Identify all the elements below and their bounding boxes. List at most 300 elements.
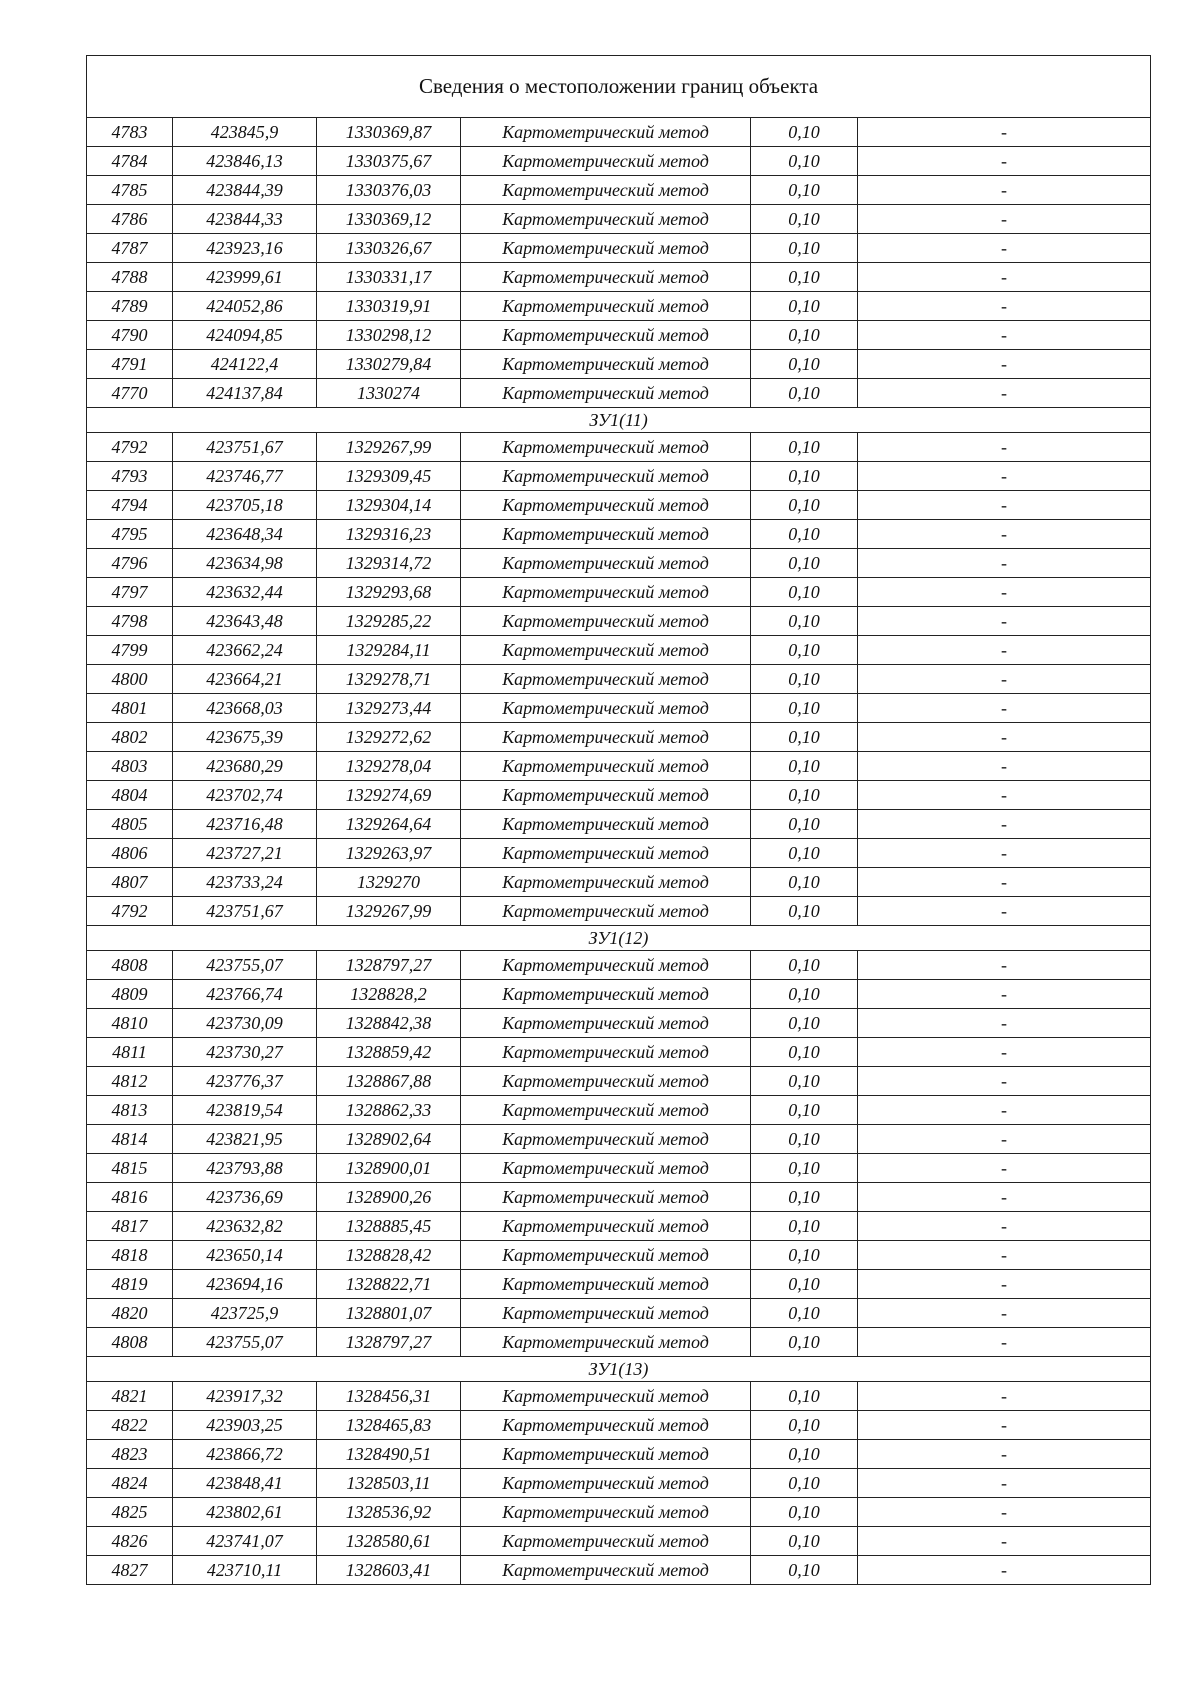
accuracy-cell: 0,10 <box>751 1009 858 1038</box>
method-cell: Картометрический метод <box>461 549 751 578</box>
y-coordinate-cell: 1328456,31 <box>317 1382 461 1411</box>
table-row <box>87 636 1151 665</box>
table-row <box>87 491 1151 520</box>
accuracy-cell: 0,10 <box>751 176 858 205</box>
table-row <box>87 520 1151 549</box>
x-coordinate-cell: 424094,85 <box>173 321 317 350</box>
x-coordinate-cell: 423727,21 <box>173 839 317 868</box>
x-coordinate-cell: 423755,07 <box>173 1328 317 1357</box>
accuracy-cell: 0,10 <box>751 1527 858 1556</box>
description-cell: - <box>858 205 1151 234</box>
point-number-cell: 4825 <box>87 1498 173 1527</box>
method-cell: Картометрический метод <box>461 723 751 752</box>
y-coordinate-cell: 1328580,61 <box>317 1527 461 1556</box>
point-number-cell: 4823 <box>87 1440 173 1469</box>
point-number-cell: 4816 <box>87 1183 173 1212</box>
description-cell: - <box>858 1469 1151 1498</box>
x-coordinate-cell: 423793,88 <box>173 1154 317 1183</box>
description-cell: - <box>858 321 1151 350</box>
method-cell: Картометрический метод <box>461 578 751 607</box>
point-number-cell: 4788 <box>87 263 173 292</box>
point-number-cell: 4814 <box>87 1125 173 1154</box>
accuracy-cell: 0,10 <box>751 147 858 176</box>
point-number-cell: 4796 <box>87 549 173 578</box>
y-coordinate-cell: 1330326,67 <box>317 234 461 263</box>
description-cell: - <box>858 839 1151 868</box>
description-cell: - <box>858 1009 1151 1038</box>
method-cell: Картометрический метод <box>461 1498 751 1527</box>
description-cell: - <box>858 752 1151 781</box>
y-coordinate-cell: 1329278,04 <box>317 752 461 781</box>
point-number-cell: 4790 <box>87 321 173 350</box>
method-cell: Картометрический метод <box>461 752 751 781</box>
y-coordinate-cell: 1330375,67 <box>317 147 461 176</box>
accuracy-cell: 0,10 <box>751 1556 858 1585</box>
table-row <box>87 1009 1151 1038</box>
table-row <box>87 1038 1151 1067</box>
method-cell: Картометрический метод <box>461 462 751 491</box>
table-row <box>87 1096 1151 1125</box>
table-row <box>87 1212 1151 1241</box>
description-cell: - <box>858 1270 1151 1299</box>
point-number-cell: 4809 <box>87 980 173 1009</box>
table-row <box>87 379 1151 408</box>
description-cell: - <box>858 1038 1151 1067</box>
point-number-cell: 4806 <box>87 839 173 868</box>
accuracy-cell: 0,10 <box>751 491 858 520</box>
y-coordinate-cell: 1328490,51 <box>317 1440 461 1469</box>
accuracy-cell: 0,10 <box>751 1469 858 1498</box>
table-body <box>87 56 1151 1585</box>
table-row <box>87 1469 1151 1498</box>
y-coordinate-cell: 1330279,84 <box>317 350 461 379</box>
method-cell: Картометрический метод <box>461 607 751 636</box>
description-cell: - <box>858 1154 1151 1183</box>
point-number-cell: 4784 <box>87 147 173 176</box>
y-coordinate-cell: 1329273,44 <box>317 694 461 723</box>
description-cell: - <box>858 1411 1151 1440</box>
description-cell: - <box>858 1241 1151 1270</box>
x-coordinate-cell: 423710,11 <box>173 1556 317 1585</box>
point-number-cell: 4810 <box>87 1009 173 1038</box>
description-cell: - <box>858 1096 1151 1125</box>
description-cell: - <box>858 147 1151 176</box>
x-coordinate-cell: 423846,13 <box>173 147 317 176</box>
point-number-cell: 4815 <box>87 1154 173 1183</box>
method-cell: Картометрический метод <box>461 1212 751 1241</box>
table-row <box>87 1382 1151 1411</box>
accuracy-cell: 0,10 <box>751 752 858 781</box>
x-coordinate-cell: 423848,41 <box>173 1469 317 1498</box>
accuracy-cell: 0,10 <box>751 549 858 578</box>
method-cell: Картометрический метод <box>461 1096 751 1125</box>
description-cell: - <box>858 636 1151 665</box>
accuracy-cell: 0,10 <box>751 868 858 897</box>
method-cell: Картометрический метод <box>461 205 751 234</box>
accuracy-cell: 0,10 <box>751 263 858 292</box>
method-cell: Картометрический метод <box>461 263 751 292</box>
table-row <box>87 868 1151 897</box>
y-coordinate-cell: 1330369,87 <box>317 118 461 147</box>
y-coordinate-cell: 1328900,26 <box>317 1183 461 1212</box>
x-coordinate-cell: 423819,54 <box>173 1096 317 1125</box>
x-coordinate-cell: 423917,32 <box>173 1382 317 1411</box>
y-coordinate-cell: 1328862,33 <box>317 1096 461 1125</box>
x-coordinate-cell: 423662,24 <box>173 636 317 665</box>
y-coordinate-cell: 1329285,22 <box>317 607 461 636</box>
table-row <box>87 205 1151 234</box>
point-number-cell: 4818 <box>87 1241 173 1270</box>
point-number-cell: 4793 <box>87 462 173 491</box>
method-cell: Картометрический метод <box>461 234 751 263</box>
accuracy-cell: 0,10 <box>751 379 858 408</box>
table-row <box>87 1067 1151 1096</box>
description-cell: - <box>858 1556 1151 1585</box>
point-number-cell: 4786 <box>87 205 173 234</box>
x-coordinate-cell: 423802,61 <box>173 1498 317 1527</box>
y-coordinate-cell: 1328603,41 <box>317 1556 461 1585</box>
method-cell: Картометрический метод <box>461 839 751 868</box>
table-row <box>87 723 1151 752</box>
section-header-row <box>87 926 1151 951</box>
description-cell: - <box>858 433 1151 462</box>
accuracy-cell: 0,10 <box>751 781 858 810</box>
accuracy-cell: 0,10 <box>751 1411 858 1440</box>
table-row <box>87 292 1151 321</box>
y-coordinate-cell: 1330298,12 <box>317 321 461 350</box>
description-cell: - <box>858 292 1151 321</box>
accuracy-cell: 0,10 <box>751 1382 858 1411</box>
method-cell: Картометрический метод <box>461 868 751 897</box>
accuracy-cell: 0,10 <box>751 1038 858 1067</box>
description-cell: - <box>858 951 1151 980</box>
method-cell: Картометрический метод <box>461 951 751 980</box>
table-row <box>87 980 1151 1009</box>
y-coordinate-cell: 1328842,38 <box>317 1009 461 1038</box>
x-coordinate-cell: 423675,39 <box>173 723 317 752</box>
accuracy-cell: 0,10 <box>751 350 858 379</box>
y-coordinate-cell: 1329264,64 <box>317 810 461 839</box>
method-cell: Картометрический метод <box>461 1038 751 1067</box>
method-cell: Картометрический метод <box>461 1328 751 1357</box>
x-coordinate-cell: 423903,25 <box>173 1411 317 1440</box>
table-title-row <box>87 56 1151 118</box>
x-coordinate-cell: 423650,14 <box>173 1241 317 1270</box>
point-number-cell: 4808 <box>87 951 173 980</box>
boundary-coordinates-table <box>86 55 1151 1585</box>
point-number-cell: 4811 <box>87 1038 173 1067</box>
table-row <box>87 839 1151 868</box>
point-number-cell: 4808 <box>87 1328 173 1357</box>
point-number-cell: 4787 <box>87 234 173 263</box>
x-coordinate-cell: 423746,77 <box>173 462 317 491</box>
method-cell: Картометрический метод <box>461 1154 751 1183</box>
point-number-cell: 4801 <box>87 694 173 723</box>
x-coordinate-cell: 424052,86 <box>173 292 317 321</box>
point-number-cell: 4797 <box>87 578 173 607</box>
method-cell: Картометрический метод <box>461 433 751 462</box>
accuracy-cell: 0,10 <box>751 723 858 752</box>
point-number-cell: 4820 <box>87 1299 173 1328</box>
x-coordinate-cell: 423766,74 <box>173 980 317 1009</box>
table-row <box>87 665 1151 694</box>
description-cell: - <box>858 1328 1151 1357</box>
x-coordinate-cell: 423999,61 <box>173 263 317 292</box>
accuracy-cell: 0,10 <box>751 520 858 549</box>
point-number-cell: 4807 <box>87 868 173 897</box>
table-row <box>87 951 1151 980</box>
y-coordinate-cell: 1328797,27 <box>317 1328 461 1357</box>
table-row <box>87 578 1151 607</box>
description-cell: - <box>858 1527 1151 1556</box>
table-row <box>87 1299 1151 1328</box>
accuracy-cell: 0,10 <box>751 980 858 1009</box>
x-coordinate-cell: 423643,48 <box>173 607 317 636</box>
method-cell: Картометрический метод <box>461 1009 751 1038</box>
accuracy-cell: 0,10 <box>751 1067 858 1096</box>
method-cell: Картометрический метод <box>461 1382 751 1411</box>
description-cell: - <box>858 980 1151 1009</box>
description-cell: - <box>858 379 1151 408</box>
x-coordinate-cell: 423680,29 <box>173 752 317 781</box>
method-cell: Картометрический метод <box>461 379 751 408</box>
method-cell: Картометрический метод <box>461 1527 751 1556</box>
point-number-cell: 4819 <box>87 1270 173 1299</box>
y-coordinate-cell: 1330331,17 <box>317 263 461 292</box>
point-number-cell: 4792 <box>87 433 173 462</box>
x-coordinate-cell: 423776,37 <box>173 1067 317 1096</box>
method-cell: Картометрический метод <box>461 321 751 350</box>
y-coordinate-cell: 1328801,07 <box>317 1299 461 1328</box>
x-coordinate-cell: 423632,44 <box>173 578 317 607</box>
table-row <box>87 1154 1151 1183</box>
method-cell: Картометрический метод <box>461 694 751 723</box>
method-cell: Картометрический метод <box>461 491 751 520</box>
table-row <box>87 897 1151 926</box>
x-coordinate-cell: 423845,9 <box>173 118 317 147</box>
x-coordinate-cell: 423821,95 <box>173 1125 317 1154</box>
section-label: ЗУ1(11) <box>87 408 1151 433</box>
method-cell: Картометрический метод <box>461 1241 751 1270</box>
accuracy-cell: 0,10 <box>751 839 858 868</box>
point-number-cell: 4798 <box>87 607 173 636</box>
point-number-cell: 4791 <box>87 350 173 379</box>
description-cell: - <box>858 694 1151 723</box>
y-coordinate-cell: 1328885,45 <box>317 1212 461 1241</box>
method-cell: Картометрический метод <box>461 1270 751 1299</box>
y-coordinate-cell: 1328797,27 <box>317 951 461 980</box>
accuracy-cell: 0,10 <box>751 694 858 723</box>
description-cell: - <box>858 350 1151 379</box>
table-row <box>87 1411 1151 1440</box>
x-coordinate-cell: 423844,39 <box>173 176 317 205</box>
description-cell: - <box>858 1067 1151 1096</box>
accuracy-cell: 0,10 <box>751 1241 858 1270</box>
point-number-cell: 4785 <box>87 176 173 205</box>
y-coordinate-cell: 1328536,92 <box>317 1498 461 1527</box>
point-number-cell: 4802 <box>87 723 173 752</box>
table-row <box>87 462 1151 491</box>
point-number-cell: 4804 <box>87 781 173 810</box>
accuracy-cell: 0,10 <box>751 1440 858 1469</box>
y-coordinate-cell: 1329274,69 <box>317 781 461 810</box>
accuracy-cell: 0,10 <box>751 462 858 491</box>
x-coordinate-cell: 423751,67 <box>173 897 317 926</box>
x-coordinate-cell: 423755,07 <box>173 951 317 980</box>
description-cell: - <box>858 897 1151 926</box>
y-coordinate-cell: 1329309,45 <box>317 462 461 491</box>
table-row <box>87 234 1151 263</box>
accuracy-cell: 0,10 <box>751 810 858 839</box>
accuracy-cell: 0,10 <box>751 665 858 694</box>
accuracy-cell: 0,10 <box>751 205 858 234</box>
description-cell: - <box>858 781 1151 810</box>
method-cell: Картометрический метод <box>461 1440 751 1469</box>
y-coordinate-cell: 1328503,11 <box>317 1469 461 1498</box>
x-coordinate-cell: 423751,67 <box>173 433 317 462</box>
y-coordinate-cell: 1330319,91 <box>317 292 461 321</box>
description-cell: - <box>858 1125 1151 1154</box>
point-number-cell: 4794 <box>87 491 173 520</box>
method-cell: Картометрический метод <box>461 1067 751 1096</box>
table-row <box>87 1241 1151 1270</box>
accuracy-cell: 0,10 <box>751 897 858 926</box>
table-row <box>87 147 1151 176</box>
table-row <box>87 350 1151 379</box>
point-number-cell: 4822 <box>87 1411 173 1440</box>
y-coordinate-cell: 1328867,88 <box>317 1067 461 1096</box>
accuracy-cell: 0,10 <box>751 234 858 263</box>
table-row <box>87 781 1151 810</box>
point-number-cell: 4824 <box>87 1469 173 1498</box>
accuracy-cell: 0,10 <box>751 1328 858 1357</box>
table-row <box>87 1125 1151 1154</box>
accuracy-cell: 0,10 <box>751 1299 858 1328</box>
method-cell: Картометрический метод <box>461 980 751 1009</box>
x-coordinate-cell: 423844,33 <box>173 205 317 234</box>
y-coordinate-cell: 1330274 <box>317 379 461 408</box>
point-number-cell: 4799 <box>87 636 173 665</box>
table-row <box>87 694 1151 723</box>
method-cell: Картометрический метод <box>461 292 751 321</box>
method-cell: Картометрический метод <box>461 1183 751 1212</box>
description-cell: - <box>858 1299 1151 1328</box>
description-cell: - <box>858 868 1151 897</box>
x-coordinate-cell: 423730,27 <box>173 1038 317 1067</box>
description-cell: - <box>858 1212 1151 1241</box>
description-cell: - <box>858 549 1151 578</box>
point-number-cell: 4783 <box>87 118 173 147</box>
table-row <box>87 1498 1151 1527</box>
method-cell: Картометрический метод <box>461 176 751 205</box>
description-cell: - <box>858 607 1151 636</box>
x-coordinate-cell: 423733,24 <box>173 868 317 897</box>
accuracy-cell: 0,10 <box>751 636 858 665</box>
description-cell: - <box>858 520 1151 549</box>
method-cell: Картометрический метод <box>461 350 751 379</box>
accuracy-cell: 0,10 <box>751 321 858 350</box>
y-coordinate-cell: 1329263,97 <box>317 839 461 868</box>
x-coordinate-cell: 423664,21 <box>173 665 317 694</box>
table-row <box>87 1440 1151 1469</box>
y-coordinate-cell: 1329316,23 <box>317 520 461 549</box>
description-cell: - <box>858 1183 1151 1212</box>
section-header-row <box>87 408 1151 433</box>
table-row <box>87 321 1151 350</box>
y-coordinate-cell: 1330376,03 <box>317 176 461 205</box>
method-cell: Картометрический метод <box>461 636 751 665</box>
accuracy-cell: 0,10 <box>751 1096 858 1125</box>
y-coordinate-cell: 1328859,42 <box>317 1038 461 1067</box>
method-cell: Картометрический метод <box>461 1556 751 1585</box>
accuracy-cell: 0,10 <box>751 1270 858 1299</box>
table-row <box>87 118 1151 147</box>
y-coordinate-cell: 1328828,2 <box>317 980 461 1009</box>
table-row <box>87 1556 1151 1585</box>
description-cell: - <box>858 665 1151 694</box>
table-row <box>87 433 1151 462</box>
x-coordinate-cell: 423634,98 <box>173 549 317 578</box>
description-cell: - <box>858 1498 1151 1527</box>
y-coordinate-cell: 1329267,99 <box>317 897 461 926</box>
point-number-cell: 4813 <box>87 1096 173 1125</box>
point-number-cell: 4826 <box>87 1527 173 1556</box>
accuracy-cell: 0,10 <box>751 1498 858 1527</box>
x-coordinate-cell: 423730,09 <box>173 1009 317 1038</box>
y-coordinate-cell: 1330369,12 <box>317 205 461 234</box>
point-number-cell: 4792 <box>87 897 173 926</box>
y-coordinate-cell: 1328900,01 <box>317 1154 461 1183</box>
method-cell: Картометрический метод <box>461 147 751 176</box>
accuracy-cell: 0,10 <box>751 1183 858 1212</box>
accuracy-cell: 0,10 <box>751 433 858 462</box>
section-label: ЗУ1(13) <box>87 1357 1151 1382</box>
y-coordinate-cell: 1328828,42 <box>317 1241 461 1270</box>
y-coordinate-cell: 1329293,68 <box>317 578 461 607</box>
y-coordinate-cell: 1329314,72 <box>317 549 461 578</box>
point-number-cell: 4817 <box>87 1212 173 1241</box>
method-cell: Картометрический метод <box>461 665 751 694</box>
y-coordinate-cell: 1328902,64 <box>317 1125 461 1154</box>
point-number-cell: 4805 <box>87 810 173 839</box>
x-coordinate-cell: 423648,34 <box>173 520 317 549</box>
point-number-cell: 4827 <box>87 1556 173 1585</box>
accuracy-cell: 0,10 <box>751 607 858 636</box>
x-coordinate-cell: 423741,07 <box>173 1527 317 1556</box>
description-cell: - <box>858 263 1151 292</box>
x-coordinate-cell: 423736,69 <box>173 1183 317 1212</box>
table-row <box>87 549 1151 578</box>
point-number-cell: 4770 <box>87 379 173 408</box>
method-cell: Картометрический метод <box>461 1125 751 1154</box>
accuracy-cell: 0,10 <box>751 1125 858 1154</box>
y-coordinate-cell: 1329284,11 <box>317 636 461 665</box>
accuracy-cell: 0,10 <box>751 578 858 607</box>
accuracy-cell: 0,10 <box>751 1154 858 1183</box>
x-coordinate-cell: 423705,18 <box>173 491 317 520</box>
x-coordinate-cell: 424137,84 <box>173 379 317 408</box>
description-cell: - <box>858 578 1151 607</box>
point-number-cell: 4803 <box>87 752 173 781</box>
y-coordinate-cell: 1329278,71 <box>317 665 461 694</box>
x-coordinate-cell: 423923,16 <box>173 234 317 263</box>
y-coordinate-cell: 1328822,71 <box>317 1270 461 1299</box>
table-row <box>87 810 1151 839</box>
y-coordinate-cell: 1329267,99 <box>317 433 461 462</box>
method-cell: Картометрический метод <box>461 781 751 810</box>
description-cell: - <box>858 1440 1151 1469</box>
point-number-cell: 4789 <box>87 292 173 321</box>
